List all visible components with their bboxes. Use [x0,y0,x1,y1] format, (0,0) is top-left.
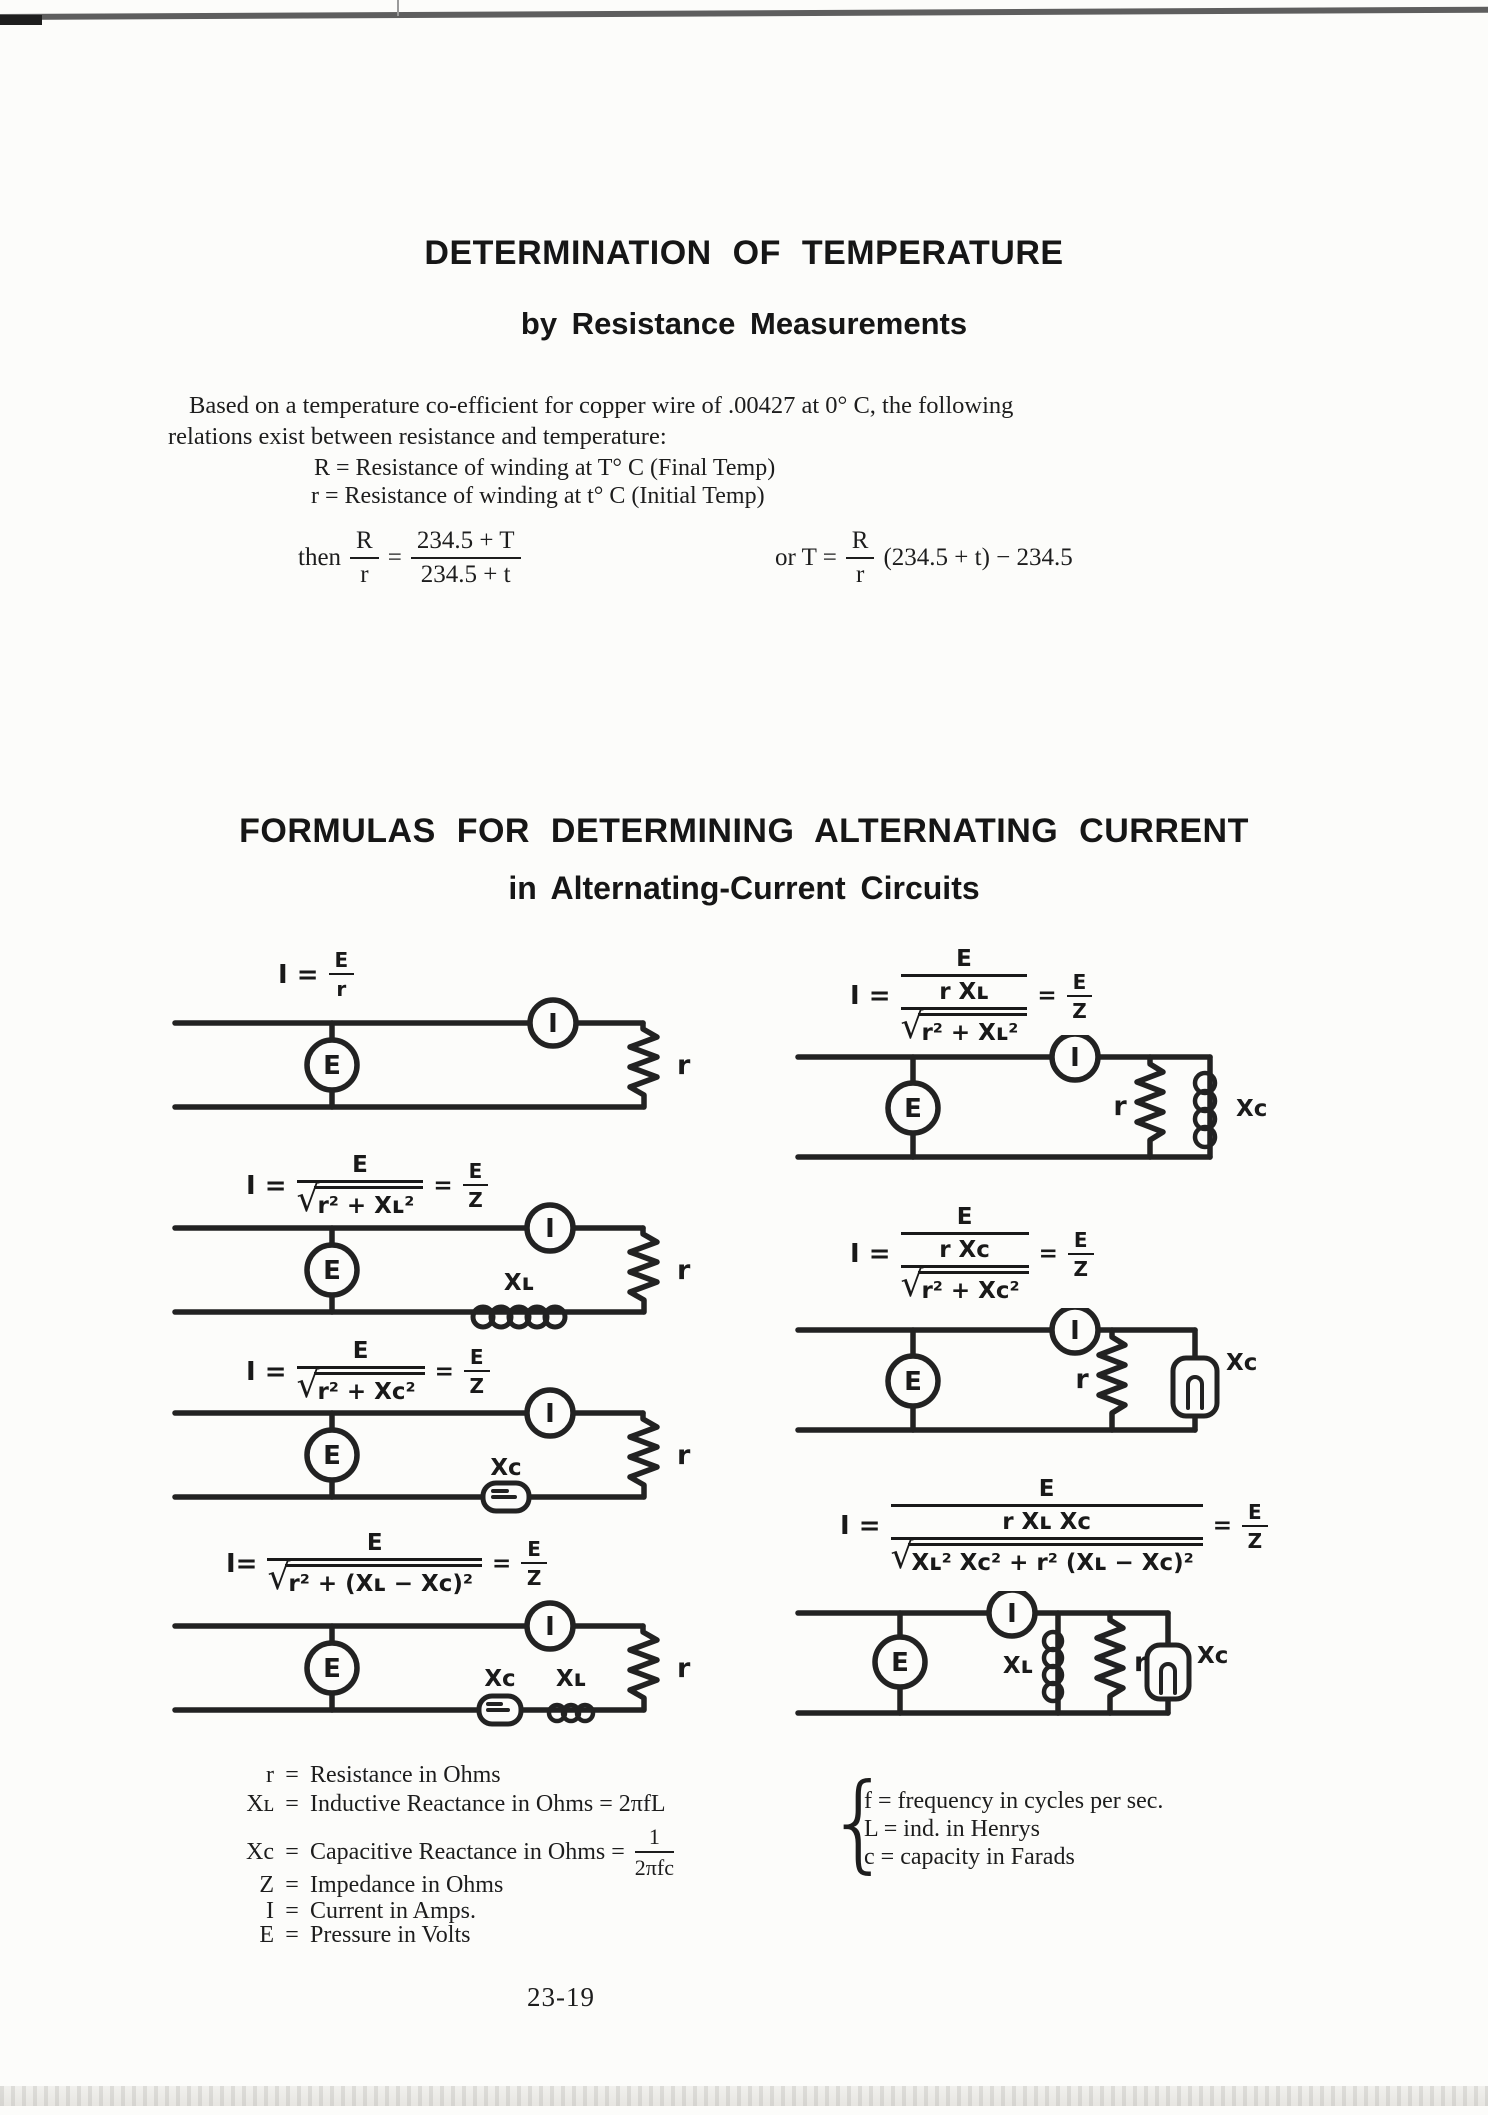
legend-row-e [218,1922,470,1949]
source-label: E [891,1648,909,1678]
radical-sign: √ [890,1536,914,1577]
equals-sign: = [285,1898,299,1924]
capacitor-symbol [1147,1613,1189,1713]
resistor-label: r [677,1653,691,1684]
equals-sign: = [387,544,402,571]
E-over-Z: $\frac{E}{Z}$ [1068,1228,1094,1281]
inductor-label: Xʟ [503,1270,535,1296]
radical-sign: √ [296,1365,320,1406]
formula-parallel-r-xc [850,1204,1094,1304]
resistor-label: r [1113,1091,1127,1122]
legend-row-i [218,1898,476,1925]
circuit-diagram-parallel-xl-r-xc [790,1591,1400,1726]
temperature-fraction: $\frac{234.5 + T}{234.5 + t}$ [411,527,521,589]
legend-note-l: L = ind. in Henrys [864,1816,1040,1842]
formula-prefix: or T = [775,544,837,571]
legend-symbol: I [266,1898,274,1924]
legend-symbol: Xc [246,1839,274,1865]
capacitor-symbol [483,1483,529,1511]
E-over-Z: $\frac{E}{Z}$ [1242,1500,1268,1553]
current-symbol: I = [840,1511,881,1541]
capacitor-label: Xc [484,1666,516,1692]
formula-parallel-r-xl-xc [840,1476,1268,1576]
legend-text: Impedance in Ohms [310,1872,504,1898]
source-label: E [323,1441,341,1471]
definition-R: R = Resistance of winding at T° C (Final Temp) [314,455,776,481]
formula-series-r [278,948,354,1001]
source-label: E [323,1654,341,1684]
ammeter-label: I [545,1612,555,1642]
inner-fraction: r Xʟ Xc √ Xʟ² Xc² + r² (Xʟ − Xc)² [891,1509,1203,1576]
E-over-Z: $\frac{E}{Z}$ [464,1345,490,1398]
resistor-symbol [630,1023,657,1107]
current-symbol: I = [246,1356,287,1387]
ammeter-label: I [548,1009,558,1039]
E-over-r: $\frac{E}{r}$ [329,948,355,1001]
inductor-label: Xc [1236,1096,1268,1122]
radical-sign: √ [900,1006,924,1047]
capacitor-label: Xc [1226,1350,1258,1376]
E-over-Z: $\frac{E}{Z}$ [521,1537,547,1590]
impedance-fraction: E √ r² + Xc² [297,1338,425,1405]
source-label: E [323,1256,341,1286]
current-symbol: I = [850,1239,891,1269]
resistor-symbol [1137,1057,1163,1157]
circuit-diagram-series-r-xc [165,1385,735,1525]
equals-sign: = [285,1839,299,1865]
ac-section-title: FORMULAS FOR DETERMINING ALTERNATING CURRENT [239,812,1249,850]
scan-edge-tick [397,0,399,16]
resistor-symbol [1097,1613,1123,1713]
capacitor-label: Xc [1197,1643,1229,1669]
equals-sign: = [285,1762,299,1788]
capacitor-label: Xc [490,1455,522,1481]
legend-symbol: E [259,1922,274,1948]
definition-r: r = Resistance of winding at t° C (Initial Temp) [311,483,765,509]
R-over-r-fraction: $\frac{R}{r}$ [846,527,875,589]
ammeter-label: I [1070,1043,1080,1073]
ac-section-subtitle: in Alternating-Current Circuits [508,870,980,906]
equals-sign: = [285,1791,299,1817]
legend-text: Pressure in Volts [310,1922,471,1948]
formula-tail: (234.5 + t) − 234.5 [883,544,1073,571]
source-label: E [904,1094,922,1124]
ammeter-label: I [1007,1599,1017,1629]
E-over-Z: $\frac{E}{Z}$ [463,1159,489,1212]
capacitor-symbol [479,1696,521,1724]
scan-edge-nub [0,15,42,25]
current-symbol: I = [278,959,319,990]
ammeter-label: I [545,1214,555,1244]
circuit-diagram-series-r-xl-xc [165,1598,735,1738]
inner-fraction: r Xc √ r² + Xc² [901,1237,1029,1304]
E-over-Z: $\frac{E}{Z}$ [1067,970,1093,1023]
temperature-section-subtitle: by Resistance Measurements [520,306,968,341]
inductor-label: Xʟ [1002,1653,1034,1679]
circuit-diagram-series-r-xl [165,1200,735,1340]
legend-row-z [218,1872,503,1899]
intro-line-2: relations exist between resistance and temperature: [168,423,667,450]
resistor-symbol [630,1413,657,1497]
inner-fraction: r Xʟ √ r² + Xʟ² [901,979,1028,1046]
resistor-label: r [677,1440,691,1471]
legend-text: Inductive Reactance in Ohms = 2πfL [310,1791,666,1817]
resistor-label: r [677,1255,691,1286]
resistor-symbol [630,1626,657,1710]
resistor-label: r [677,1050,691,1081]
scan-noise-band [0,2086,1488,2106]
legend-brace: { [826,1759,893,1885]
equals-sign: = [1037,983,1057,1009]
resistor-symbol [630,1228,657,1312]
ammeter-label: I [1070,1316,1080,1346]
equals-sign: = [434,1358,454,1385]
current-symbol: I = [850,981,891,1011]
resistor-symbol [1099,1330,1125,1430]
page-number: 23-19 [527,1982,595,2012]
legend-row-r [218,1762,501,1789]
equals-sign: = [433,1172,453,1199]
equals-sign: = [1038,1241,1058,1267]
legend-row-xl [218,1791,666,1818]
legend-text: Capacitive Reactance in Ohms = [310,1839,625,1865]
temperature-section-title: DETERMINATION OF TEMPERATURE [424,234,1064,272]
resistance-ratio-formula [298,527,521,589]
radical-sign: √ [900,1264,924,1305]
impedance-fraction: E r Xc √ r² + Xc² [901,1204,1029,1304]
impedance-fraction: E r Xʟ √ r² + Xʟ² [901,946,1028,1046]
impedance-fraction: E √ r² + Xʟ² [297,1152,424,1219]
equals-sign: = [285,1872,299,1898]
formula-parallel-r-xl [850,946,1092,1046]
intro-line-1: Based on a temperature co-efficient for copper wire of .00427 at 0° C, the following [189,392,1014,419]
legend-note-c: c = capacity in Farads [864,1844,1075,1870]
formula-series-r-xl-xc [226,1530,547,1597]
equals-sign: = [285,1922,299,1948]
impedance-fraction: E √ r² + (Xʟ − Xc)² [267,1530,482,1597]
current-symbol: I = [246,1170,287,1201]
inductor-label: Xʟ [555,1666,587,1692]
scan-edge-line [0,7,1488,20]
legend-symbol: Z [259,1872,274,1898]
radical-sign: √ [296,1179,320,1220]
capacitor-symbol [1173,1330,1217,1430]
legend-text: Resistance in Ohms [310,1762,501,1788]
circuit-diagram-parallel-r-xc [790,1308,1400,1443]
impedance-fraction: E r Xʟ Xc √ Xʟ² Xc² + r² (Xʟ − Xc)² [891,1476,1203,1576]
source-label: E [323,1051,341,1081]
one-over-2pifc-fraction: $\frac{1}{\text{2πfc}}$ [634,1824,674,1880]
current-symbol: I= [226,1548,258,1579]
formula-prefix: then [298,544,342,571]
legend-symbol: r [266,1762,274,1788]
radical-sign: √ [267,1557,291,1598]
ammeter-label: I [545,1399,555,1429]
legend-symbol: Xʟ [246,1791,274,1817]
circuit-diagram-parallel-r-xl [790,1035,1400,1170]
R-over-r-fraction: $\frac{R}{r}$ [350,527,379,589]
equals-sign: = [492,1550,512,1577]
circuit-diagram-series-r [165,995,735,1135]
resistor-label: r [1075,1364,1089,1395]
equals-sign: = [1212,1513,1232,1539]
temperature-solve-formula [775,527,1073,589]
source-label: E [904,1367,922,1397]
resistor-label: r [1134,1647,1148,1678]
legend-text: Current in Amps. [310,1898,476,1924]
legend-note-f: f = frequency in cycles per sec. [864,1788,1164,1814]
